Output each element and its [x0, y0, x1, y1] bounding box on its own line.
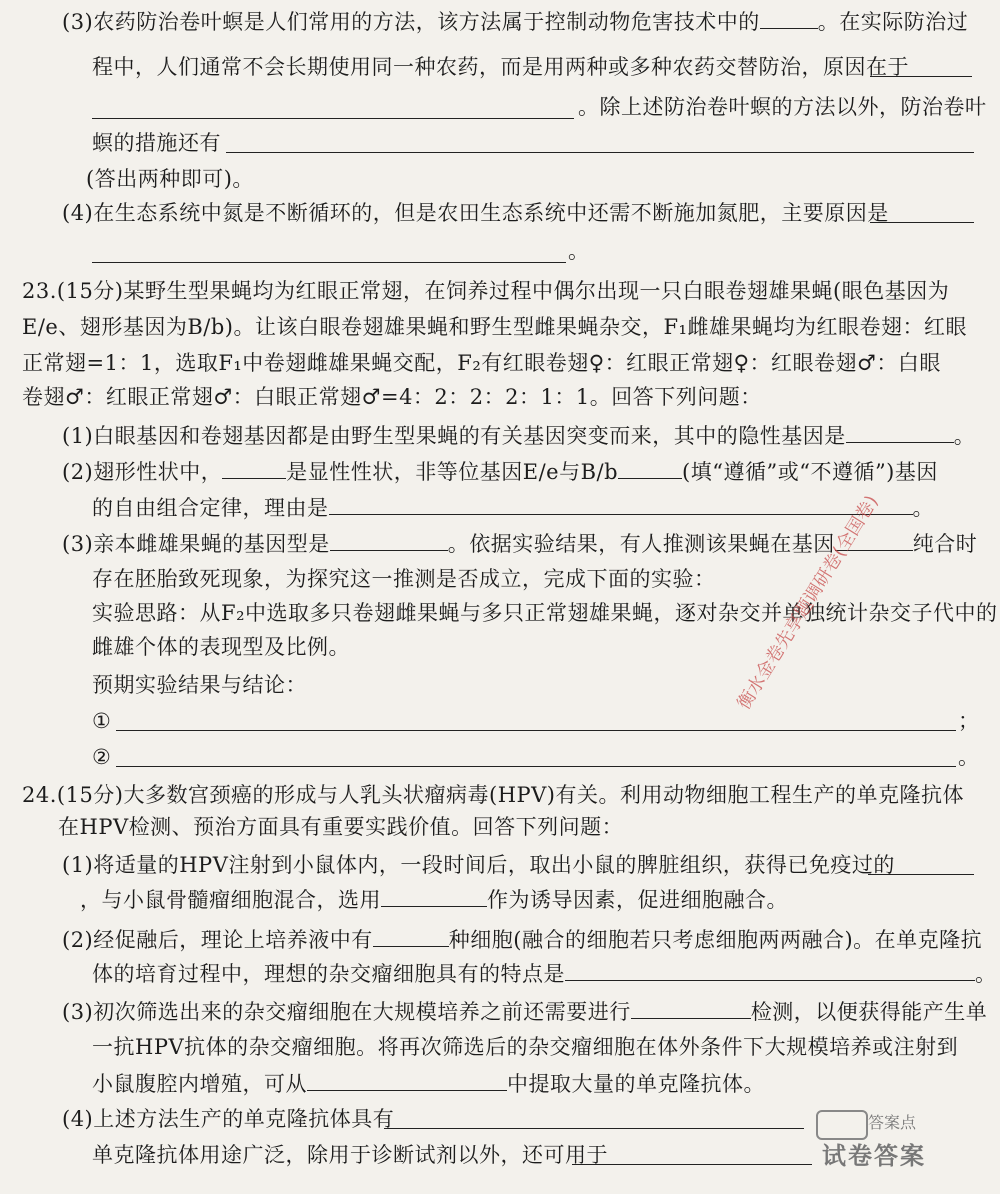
answer-blank[interactable] — [226, 152, 974, 153]
q24-3-line3: 小鼠腹腔内增殖，可从 中提取大量的单克隆抗体。 — [92, 1068, 765, 1099]
q23-2-line1: (2)翅形性状中， 是显性性状，非等位基因E/e与B/b (填“遵循”或“不遵循”)基因 — [62, 456, 938, 487]
answer-blank[interactable] — [618, 456, 682, 479]
answer-blank[interactable] — [572, 1164, 812, 1165]
answer-blank[interactable] — [92, 262, 566, 263]
answer-blank[interactable] — [565, 958, 975, 981]
q23-2-line2: 的自由组合定律，理由是 。 — [92, 492, 934, 523]
q24-3-line1: (3)初次筛选出来的杂交瘤细胞在大规模培养之前还需要进行 检测，以便获得能产生单 — [62, 996, 987, 1027]
watermark-logo: 答案点 试卷答案 — [812, 1106, 972, 1176]
q24-1-line2: ，与小鼠骨髓瘤细胞混合，选用 作为诱导因素，促进细胞融合。 — [80, 884, 788, 915]
q23-stem-line1: 23.(15分)某野生型果蝇均为红眼正常翅，在饲养过程中偶尔出现一只白眼卷翅雄果蝇(眼色基因为 — [22, 279, 950, 303]
q24-4-line2: 单克隆抗体用途广泛，除用于诊断试剂以外，还可用于 — [92, 1143, 608, 1167]
answer-blank[interactable] — [329, 492, 913, 515]
q22-4-line1: (4)在生态系统中氮是不断循环的，但是农田生态系统中还需不断施加氮肥，主要原因是 — [62, 201, 889, 225]
q22-3-line2: 程中，人们通常不会长期使用同一种农药，而是用两种或多种农药交替防治，原因在于 — [92, 55, 909, 79]
q24-stem-line1: 24.(15分)大多数宫颈癌的形成与人乳头状瘤病毒(HPV)有关。利用动物细胞工程生产的单克隆抗体 — [22, 783, 964, 807]
answer-blank[interactable] — [330, 528, 448, 551]
answer-blank[interactable] — [868, 874, 974, 875]
answer-blank[interactable] — [381, 884, 487, 907]
q24-stem-line2: 在HPV检测、预治方面具有重要实践价值。回答下列问题： — [58, 815, 624, 839]
q23-conclusion-1: ① — [92, 709, 112, 733]
answer-blank[interactable] — [846, 420, 954, 443]
q24-3-line2: 一抗HPV抗体的杂交瘤细胞。将再次筛选后的杂交瘤细胞在体外条件下大规模培养或注射到 — [92, 1035, 959, 1059]
q22-3-line5: (答出两种即可)。 — [86, 167, 254, 191]
answer-blank[interactable] — [116, 730, 956, 731]
q23-3-line3: 实验思路：从F₂中选取多只卷翅雌果蝇与多只正常翅雄果蝇，逐对杂交并单独统计杂交子代中的 — [92, 601, 998, 625]
q22-3-line4: 螟的措施还有 — [92, 131, 221, 155]
answer-blank[interactable] — [373, 924, 449, 947]
answer-blank[interactable] — [92, 118, 574, 119]
answer-blank[interactable] — [222, 456, 286, 479]
q23-3-line1: (3)亲本雌雄果蝇的基因型是 。依据实验结果，有人推测该果蝇在基因 纯合时 — [62, 528, 977, 559]
q22-3-line1: (3)农药防治卷叶螟是人们常用的方法，该方法属于控制动物危害技术中的 。在实际防治过 — [62, 6, 968, 37]
q23-1: (1)白眼基因和卷翅基因都是由野生型果蝇的有关基因突变而来，其中的隐性基因是 。 — [62, 420, 975, 451]
exam-page: (3)农药防治卷叶螟是人们常用的方法，该方法属于控制动物危害技术中的 。在实际防治过 程中，人们通常不会长期使用同一种农药，而是用两种或多种农药交替防治，原因在于 。除上述防治卷叶螟的方法以外，防治卷叶 螟的措施还有 (答出两种即可)。 (4)在生态系统中氮是不断循环的，但是农田生态系统中还需不断施加氮肥，主要原因是 。 23.(15分)某野生型果蝇均为红眼正常翅，在饲养过程中偶尔出现一只白眼卷翅雄果蝇(眼色基因为 E/e、翅形基因为B/b)。让该白眼卷翅雄果蝇和野生型雌果蝇杂交，F₁雌雄果蝇均为红眼卷翅：红眼 正常翅=1：1，选取F₁中卷翅雌雄果蝇交配，F₂有红眼卷翅♀：红眼正常翅♀：红眼卷翅♂：白眼 卷翅♂：红眼正常翅♂：白眼正常翅♂=4：2：2：2：1：1。回答下列问题： (1)白眼基因和卷翅基因都是由野生型果蝇的有关基因突变而来，其中的隐性基因是 。 (2)翅形性状中， 是显性性状，非等位基因E/e与B/b (填“遵循”或“不遵循”)基因 的自由组合定律，理由是 。 (3)亲本雌雄果蝇的基因型是 。依据实验结果，有人推测该果蝇在基因 纯合时 存在胚胎致死现象，为探究这一推测是否成立，完成下面的实验： 实验思路：从F₂中选取多只卷翅雌果蝇与多只正常翅雄果蝇，逐对杂交并单独统计杂交子代中的 雌雄个体的表现型及比例。 预期实验结果与结论： ① ； ② 。 24.(15分)大多数宫颈癌的形成与人乳头状瘤病毒(HPV)有关。利用动物细胞工程生产的单克隆抗体 在HPV检测、预治方面具有重要实践价值。回答下列问题： (1)将适量的HPV注射到小鼠体内，一段时间后，取出小鼠的脾脏组织，获得已免疫过的 ，与小鼠骨髓瘤细胞混合，选用 作为诱导因素，促进细胞融合。 (2)经促融后，理论上培养液中有 种细胞(融合的细胞若只考虑细胞两两融合)。在单克隆抗 体的培育过程中，理想的杂交瘤细胞具有的特点是 。 (3)初次筛选出来的杂交瘤细胞在大规模培养之前还需要进行 检测，以便获得能产生单 一抗HPV抗体的杂交瘤细胞。将再次筛选后的杂交瘤细胞在体外条件下大规模培养或注射到 小鼠腹腔内增殖，可从 中提取大量的单克隆抗体。 (4)上述方法生产的单克隆抗体具有 单克隆抗体用途广泛，除用于诊断试剂以外，还可用于 衡水金卷先享题调研卷(全国卷) 答案点 试卷答案 — [0, 0, 1000, 1194]
q23-3-line4: 雌雄个体的表现型及比例。 — [92, 635, 350, 659]
red-stamp: 衡水金卷先享题调研卷(全国卷) — [733, 491, 883, 714]
q23-stem-line4: 卷翅♂：红眼正常翅♂：白眼正常翅♂=4：2：2：2：1：1。回答下列问题： — [22, 385, 762, 409]
answer-blank[interactable] — [116, 766, 956, 767]
q24-1-line1: (1)将适量的HPV注射到小鼠体内，一段时间后，取出小鼠的脾脏组织，获得已免疫过的 — [62, 853, 895, 877]
q24-2-line2: 体的培育过程中，理想的杂交瘤细胞具有的特点是 。 — [92, 958, 997, 989]
q22-4-line2: 。 — [568, 239, 590, 263]
q23-stem-line2: E/e、翅形基因为B/b)。让该白眼卷翅雄果蝇和野生型雌果蝇杂交，F₁雌雄果蝇均为红眼卷翅：红眼 — [22, 315, 967, 339]
q23-stem-line3: 正常翅=1：1，选取F₁中卷翅雌雄果蝇交配，F₂有红眼卷翅♀：红眼正常翅♀：红眼卷翅♂：白眼 — [22, 351, 941, 375]
q24-2-line1: (2)经促融后，理论上培养液中有 种细胞(融合的细胞若只考虑细胞两两融合)。在单克隆抗 — [62, 924, 982, 955]
q24-4-line1: (4)上述方法生产的单克隆抗体具有 — [62, 1107, 395, 1131]
q23-3-line2: 存在胚胎致死现象，为探究这一推测是否成立，完成下面的实验： — [92, 567, 716, 591]
answer-blank[interactable] — [870, 76, 972, 77]
q23-3-line5: 预期实验结果与结论： — [92, 673, 307, 697]
answer-blank[interactable] — [307, 1068, 507, 1091]
answer-blank[interactable] — [870, 222, 974, 223]
answer-blank[interactable] — [631, 996, 751, 1019]
q22-3-line3: 。除上述防治卷叶螟的方法以外，防治卷叶 — [578, 95, 987, 119]
answer-blank[interactable] — [760, 6, 818, 29]
answer-blank[interactable] — [384, 1128, 804, 1129]
q23-conclusion-2: ② — [92, 745, 112, 769]
